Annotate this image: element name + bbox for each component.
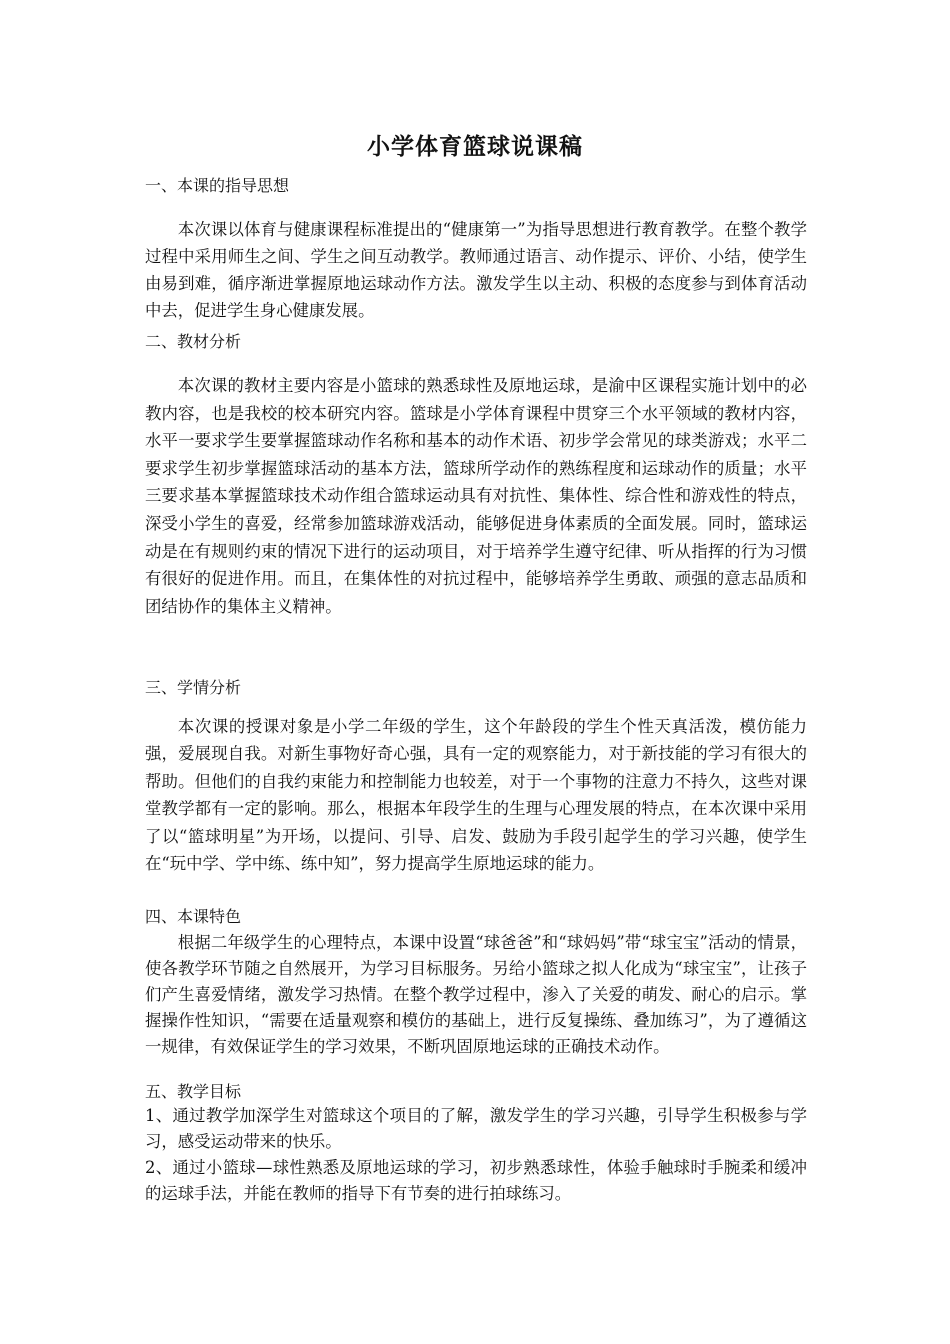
paragraph-student-analysis: 本次课的授课对象是小学二年级的学生，这个年龄段的学生个性天真活泼，模仿能力强，爱展现自我。对新生事物好奇心强，具有一定的观察能力，对于新技能的学习有很大的帮助。但他们的自我约束能力和控制能力也较差，对于一个事物的注意力不持久，这些对课堂教学都有一定的影响。那么，根据本年段学生的生理与心理发展的特点，在本次课中采用了以“篮球明星”为开场，以提问、引导、启发、鼓励为手段引起学生的学习兴趣，使学生在“玩中学、学中练、练中知”，努力提高学生原地运球的能力。: [145, 717, 807, 874]
section-heading-objectives: 五、教学目标: [145, 1082, 242, 1101]
section-heading-material-analysis: 二、教材分析: [145, 332, 242, 351]
section-heading-features: 四、本课特色: [145, 907, 242, 926]
section-heading-guiding-idea: 一、本课的指导思想: [145, 176, 290, 195]
document-title: 小学体育篮球说课稿: [367, 134, 583, 160]
paragraph-material-analysis: 本次课的教材主要内容是小篮球的熟悉球性及原地运球，是渝中区课程实施计划中的必教内容，也是我校的校本研究内容。篮球是小学体育课程中贯穿三个水平领域的教材内容，水平一要求学生要掌握篮球动作名称和基本的动作术语、初步学会常见的球类游戏；水平二要求学生初步掌握篮球活动的基本方法，篮球所学动作的熟练程度和运球动作的质量；水平三要求基本掌握篮球技术动作组合篮球运动具有对抗性、集体性、综合性和游戏性的特点，深受小学生的喜爱，经常参加篮球游戏活动，能够促进身体素质的全面发展。同时，篮球运动是在有规则约束的情况下进行的运动项目，对于培养学生遵守纪律、听从指挥的行为习惯有很好的促进作用。而且，在集体性的对抗过程中，能够培养学生勇敢、顽强的意志品质和团结协作的集体主义精神。: [145, 376, 807, 616]
paragraph-guiding-idea: 本次课以体育与健康课程标准提出的“健康第一”为指导思想进行教育教学。在整个教学过程中采用师生之间、学生之间互动教学。教师通过语言、动作提示、评价、小结，使学生由易到难，循序渐进掌握原地运球动作方法。激发学生以主动、积极的态度参与到体育活动中去，促进学生身心健康发展。: [145, 220, 807, 320]
section-heading-student-analysis: 三、学情分析: [145, 678, 242, 697]
objective-item-1: 1、通过教学加深学生对篮球这个项目的了解，激发学生的学习兴趣，引导学生积极参与学习，感受运动带来的快乐。: [145, 1106, 807, 1151]
objective-item-2: 2、通过小篮球—球性熟悉及原地运球的学习，初步熟悉球性，体验手触球时手腕柔和缓冲的运球手法，并能在教师的指导下有节奏的进行拍球练习。: [145, 1158, 807, 1203]
paragraph-features: 根据二年级学生的心理特点，本课中设置“球爸爸”和“球妈妈”带“球宝宝”活动的情景，使各教学环节随之自然展开，为学习目标服务。另给小篮球之拟人化成为“球宝宝”，让孩子们产生喜爱情绪，激发学习热情。在整个教学过程中，渗入了关爱的萌发、耐心的启示。掌握操作性知识，“需要在适量观察和模仿的基础上，进行反复操练、叠加练习”，为了遵循这一规律，有效保证学生的学习效果，不断巩固原地运球的正确技术动作。: [145, 933, 807, 1056]
